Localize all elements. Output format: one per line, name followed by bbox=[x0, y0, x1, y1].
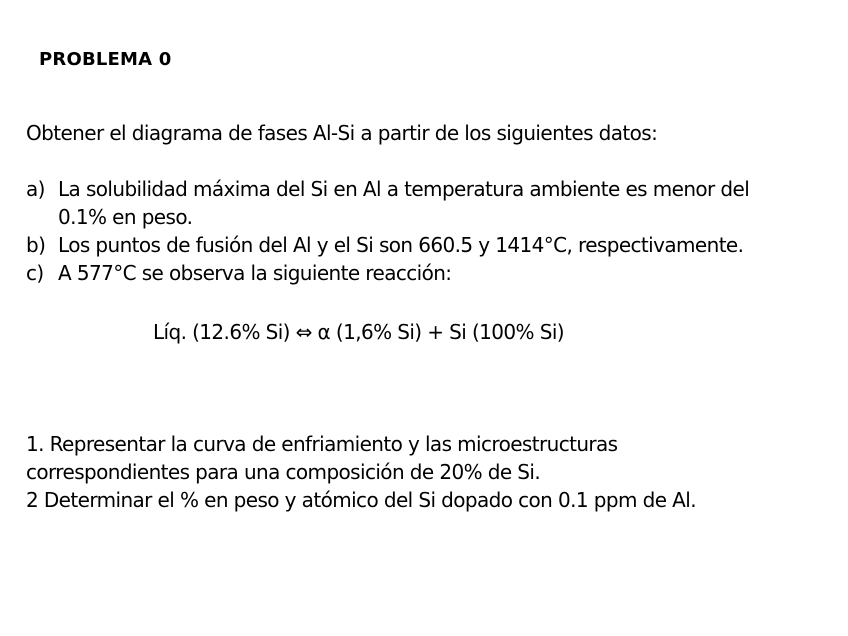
conditions-list bbox=[26, 175, 749, 287]
condition-a-line-1: La solubilidad máxima del Si en Al a temperatura ambiente es menor del bbox=[58, 177, 750, 201]
condition-marker-c: c) bbox=[26, 261, 44, 285]
problem-title: PROBLEMA 0 bbox=[39, 49, 172, 70]
question-line-2: correspondientes para una composición de 20% de Si. bbox=[26, 460, 541, 484]
condition-item-b bbox=[26, 231, 749, 259]
condition-marker-a: a) bbox=[26, 177, 45, 201]
condition-b-text: Los puntos de fusión del Al y el Si son 660.5 y 1414°C, respectivamente. bbox=[58, 233, 744, 257]
eutectic-reaction: Líq. (12.6% Si) ⇔ α (1,6% Si) + Si (100% Si) bbox=[153, 320, 564, 344]
questions-block bbox=[26, 430, 696, 514]
condition-a-line-2: 0.1% en peso. bbox=[58, 205, 193, 229]
condition-c-text: A 577°C se observa la siguiente reacción: bbox=[58, 261, 452, 285]
condition-marker-b: b) bbox=[26, 233, 46, 257]
intro-statement: Obtener el diagrama de fases Al-Si a partir de los siguientes datos: bbox=[26, 121, 658, 145]
condition-item-a bbox=[26, 175, 749, 231]
question-line-1: 1. Representar la curva de enfriamiento y las microestructuras bbox=[26, 432, 618, 456]
condition-item-c bbox=[26, 259, 749, 287]
question-line-3: 2 Determinar el % en peso y atómico del Si dopado con 0.1 ppm de Al. bbox=[26, 488, 696, 512]
